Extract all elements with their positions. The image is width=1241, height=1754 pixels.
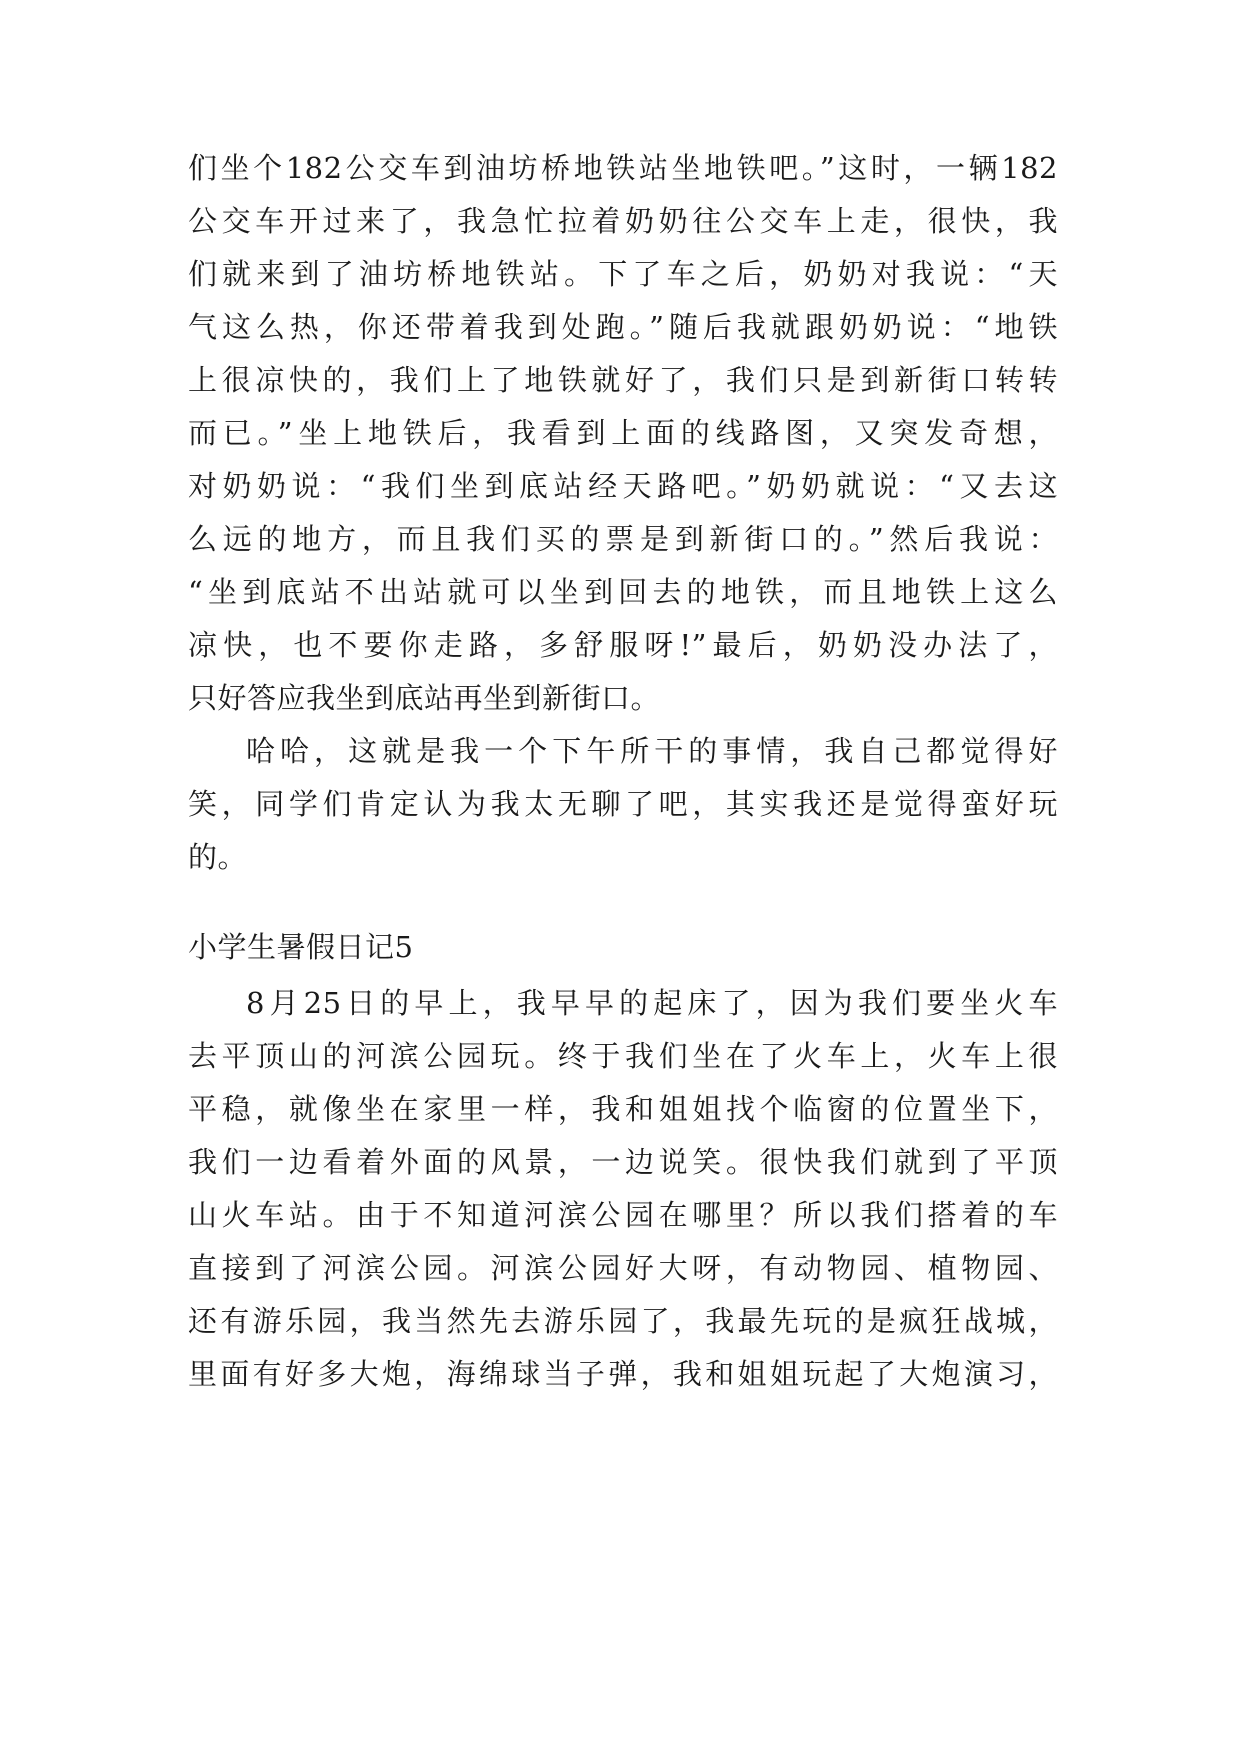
- paragraph-line: 我们一边看着外面的风景，一边说笑。很快我们就到了平顶: [188, 1145, 1058, 1179]
- paragraph-line: 笑，同学们肯定认为我太无聊了吧，其实我还是觉得蛮好玩: [188, 787, 1058, 821]
- paragraph-line: 么远的地方，而且我们买的票是到新街口的。”然后我说：: [188, 522, 1058, 556]
- paragraph-line: 凉快，也不要你走路，多舒服呀!”最后，奶奶没办法了，: [188, 628, 1058, 662]
- paragraph-line: 还有游乐园，我当然先去游乐园了，我最先玩的是疯狂战城，: [188, 1304, 1058, 1338]
- paragraph-line: 们坐个182公交车到油坊桥地铁站坐地铁吧。”这时，一辆182: [188, 151, 1058, 185]
- paragraph-line: 公交车开过来了，我急忙拉着奶奶往公交车上走，很快，我: [188, 204, 1058, 238]
- paragraph-line: 们就来到了油坊桥地铁站。下了车之后，奶奶对我说：“天: [188, 257, 1058, 291]
- paragraph-line: 去平顶山的河滨公园玩。终于我们坐在了火车上，火车上很: [188, 1039, 1058, 1073]
- paragraph-line: 上很凉快的，我们上了地铁就好了，我们只是到新街口转转: [188, 363, 1058, 397]
- paragraph-line: 里面有好多大炮，海绵球当子弹，我和姐姐玩起了大炮演习，: [188, 1357, 1058, 1391]
- diary-title: 小学生暑假日记5: [188, 930, 414, 964]
- paragraph-line: 只好答应我坐到底站再坐到新街口。: [188, 681, 661, 715]
- paragraph-line: 对奶奶说：“我们坐到底站经天路吧。”奶奶就说：“又去这: [188, 469, 1058, 503]
- paragraph-line: 山火车站。由于不知道河滨公园在哪里？所以我们搭着的车: [188, 1198, 1058, 1232]
- paragraph-line: “坐到底站不出站就可以坐到回去的地铁，而且地铁上这么: [188, 575, 1058, 609]
- paragraph-line: 的。: [188, 840, 248, 874]
- paragraph-line: 气这么热，你还带着我到处跑。”随后我就跟奶奶说：“地铁: [188, 310, 1058, 344]
- paragraph-line: 而已。”坐上地铁后，我看到上面的线路图，又突发奇想，: [188, 416, 1058, 450]
- paragraph-line: 8月25日的早上，我早早的起床了，因为我们要坐火车: [246, 986, 1058, 1020]
- paragraph-line: 平稳，就像坐在家里一样，我和姐姐找个临窗的位置坐下，: [188, 1092, 1058, 1126]
- paragraph-line: 直接到了河滨公园。河滨公园好大呀，有动物园、植物园、: [188, 1251, 1058, 1285]
- paragraph-line: 哈哈，这就是我一个下午所干的事情，我自己都觉得好: [246, 734, 1058, 768]
